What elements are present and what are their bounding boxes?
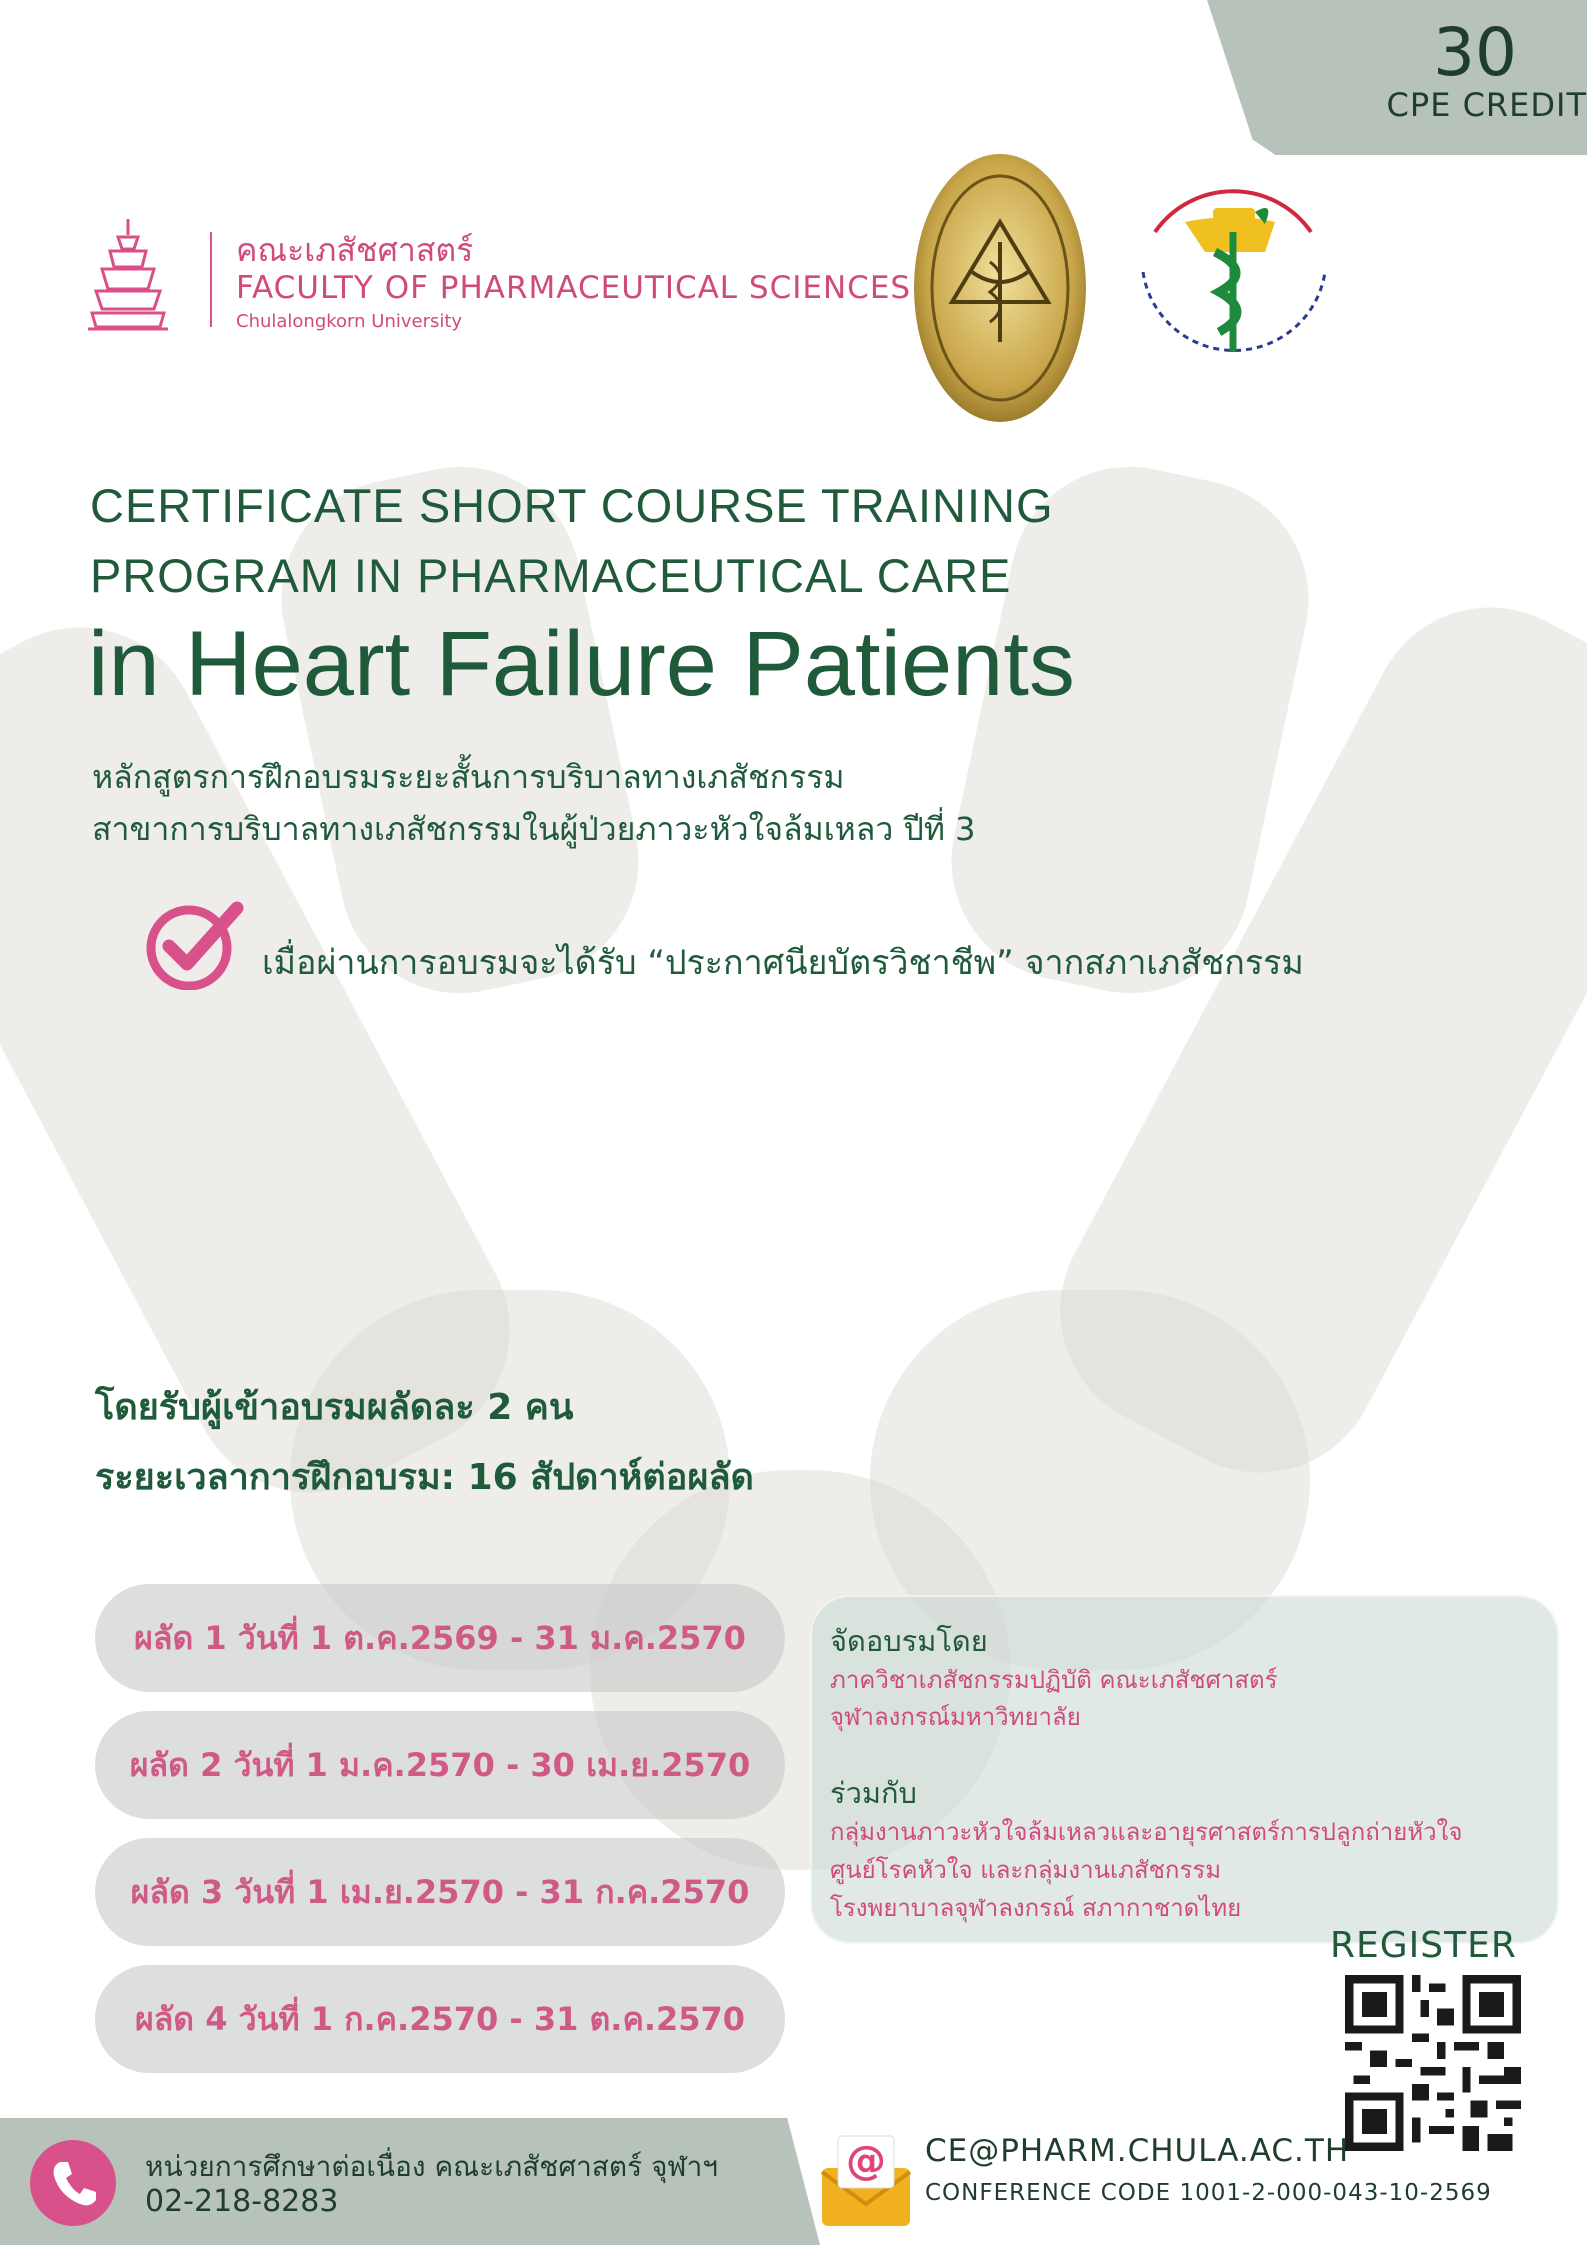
duration-info: ระยะเวลาการฝึกอบรม: 16 สัปดาห์ต่อผลัด: [95, 1457, 754, 1498]
register-qr-code[interactable]: [1345, 1975, 1521, 2151]
organizer-line-1: ภาควิชาเภสัชกรรมปฏิบัติ คณะเภสัชศาสตร์: [830, 1666, 1278, 1694]
chula-logo-icon: [88, 215, 168, 335]
partner-line-3: โรงพยาบาลจุฬาลงกรณ์ สภากาชาดไทย: [830, 1894, 1242, 1922]
subtitle-th-line-2: สาขาการบริบาลทางเภสัชกรรมในผู้ป่วยภาวะหัวใจล้มเหลว ปีที่ 3: [92, 810, 976, 848]
university-name: Chulalongkorn University: [236, 311, 463, 332]
faculty-name-en: FACULTY OF PHARMACEUTICAL SCIENCES: [236, 270, 912, 306]
phone-icon: [30, 2140, 116, 2226]
contact-email[interactable]: CE@PHARM.CHULA.AC.TH: [925, 2133, 1350, 2169]
footer-unit: หน่วยการศึกษาต่อเนื่อง คณะเภสัชศาสตร์ จุฬาฯ: [145, 2150, 719, 2183]
register-label: REGISTER: [1330, 1925, 1517, 1966]
svg-text:@: @: [846, 2138, 886, 2184]
batch-3-label: ผลัด 3 วันที่ 1 เม.ย.2570 - 31 ก.ค.2570: [130, 1872, 750, 1911]
partner-heading: ร่วมกับ: [830, 1776, 917, 1810]
batch-3: [95, 1838, 785, 1946]
credit-label: CPE CREDIT: [1386, 86, 1587, 124]
partner-line-2: ศูนย์โรคหัวใจ และกลุ่มงานเภสัชกรรม: [830, 1856, 1222, 1884]
batch-4-label: ผลัด 4 วันที่ 1 ก.ค.2570 - 31 ต.ค.2570: [134, 1999, 746, 2038]
title-line-2: PROGRAM IN PHARMACEUTICAL CARE: [90, 549, 1012, 602]
title-line-1: CERTIFICATE SHORT COURSE TRAINING: [90, 479, 1054, 532]
batch-2-label: ผลัด 2 วันที่ 1 ม.ค.2570 - 30 เม.ย.2570: [129, 1745, 751, 1784]
logo-divider: [210, 232, 212, 327]
batch-2: [95, 1711, 785, 1819]
credit-number: 30: [1433, 14, 1517, 91]
checkmark-icon: [145, 898, 245, 990]
faculty-name-th: คณะเภสัชศาสตร์: [236, 231, 474, 269]
subtitle-th-line-1: หลักสูตรการฝึกอบรมระยะสั้นการบริบาลทางเภสัชกรรม: [92, 758, 845, 796]
batch-4: [95, 1965, 785, 2073]
organizer-line-2: จุฬาลงกรณ์มหาวิทยาลัย: [830, 1703, 1081, 1731]
credit-tab: [1207, 0, 1587, 155]
title-main: in Heart Failure Patients: [88, 613, 1075, 715]
partner-line-1: กลุ่มงานภาวะหัวใจล้มเหลวและอายุรศาสตร์การปลูกถ่ายหัวใจ: [830, 1818, 1463, 1846]
batch-1: [95, 1584, 785, 1692]
footer-phone[interactable]: 02-218-8283: [145, 2184, 339, 2219]
pharmacotherapy-college-seal: [1115, 162, 1350, 402]
conference-code: CONFERENCE CODE 1001-2-000-043-10-2569: [925, 2180, 1492, 2206]
certificate-note: เมื่อผ่านการอบรมจะได้รับ “ประกาศนียบัตรวิชาชีพ” จากสภาเภสัชกรรม: [262, 943, 1304, 983]
pharmacy-council-seal: [912, 152, 1088, 424]
organizer-heading: จัดอบรมโดย: [830, 1624, 988, 1658]
participants-info: โดยรับผู้เข้าอบรมผลัดละ 2 คน: [95, 1387, 574, 1428]
email-icon: [820, 2128, 912, 2228]
batch-1-label: ผลัด 1 วันที่ 1 ต.ค.2569 - 31 ม.ค.2570: [134, 1618, 746, 1657]
